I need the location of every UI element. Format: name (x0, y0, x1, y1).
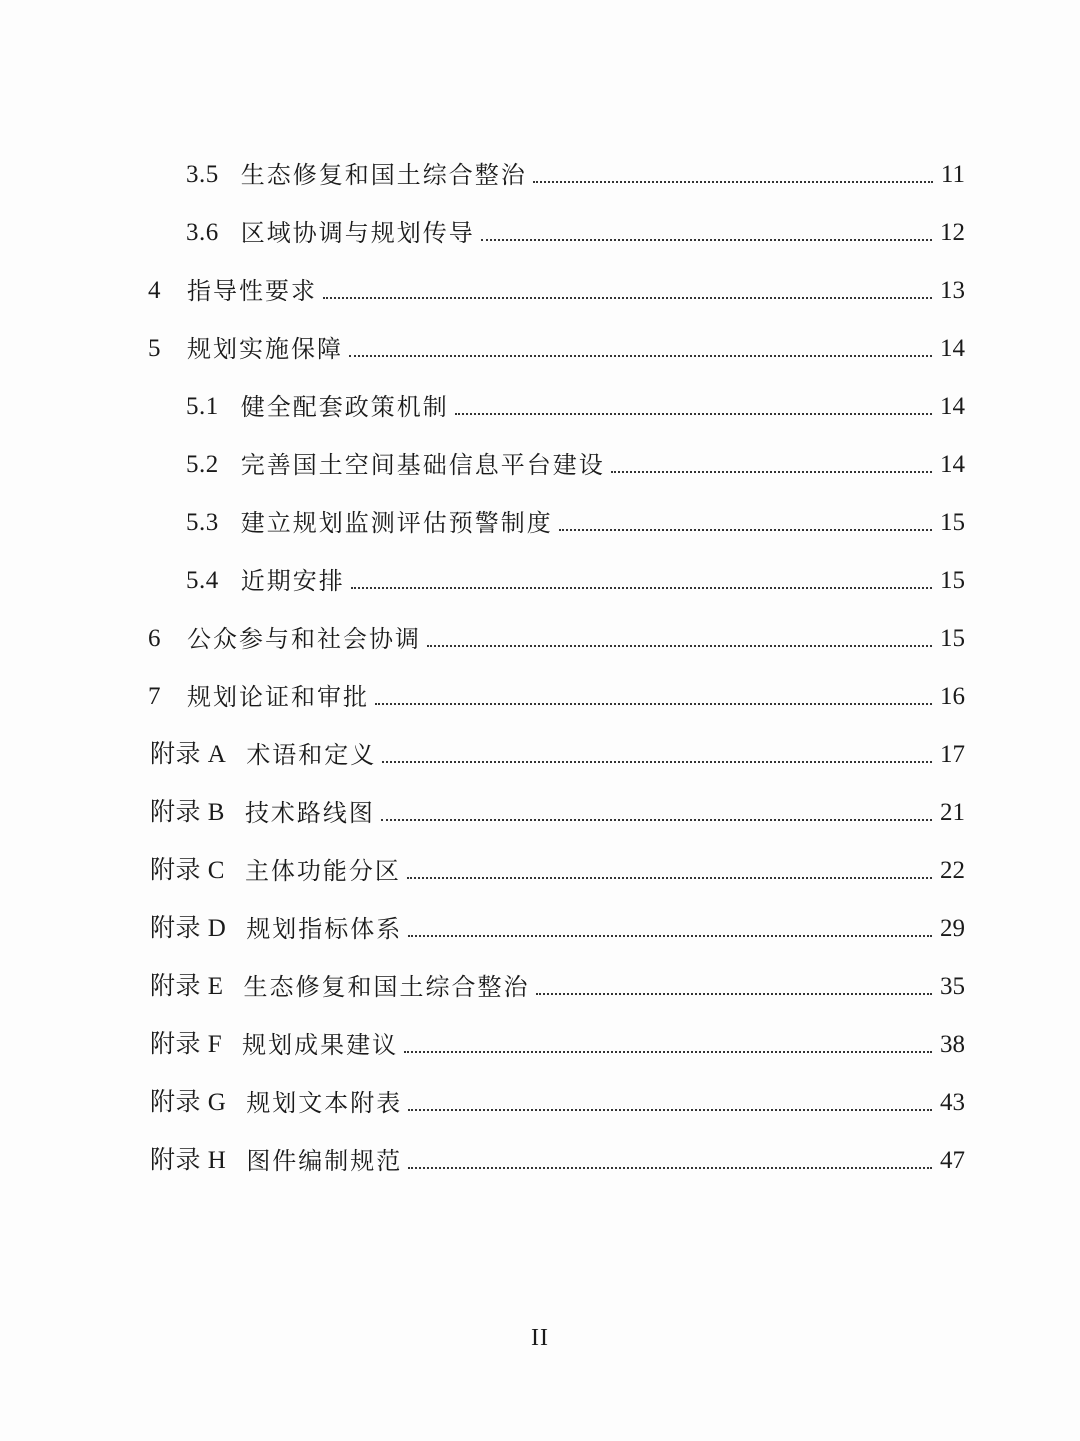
toc-entry-page: 11 (940, 161, 965, 188)
dot-leader (408, 1108, 932, 1111)
toc-entry-page: 21 (940, 799, 965, 826)
toc-entry[interactable] (150, 1083, 965, 1123)
toc-entry-page: 35 (940, 973, 965, 1000)
toc-entry-page: 43 (940, 1089, 965, 1116)
toc-entry-title: 技术路线图 (244, 799, 375, 827)
toc-entry[interactable] (150, 793, 965, 833)
dot-leader (611, 470, 932, 473)
toc-entry[interactable] (150, 1025, 965, 1065)
toc-entry[interactable] (150, 735, 965, 775)
page-number-footer: II (531, 1325, 549, 1351)
toc-entry-title: 规划文本附表 (246, 1089, 403, 1117)
toc-entry-title: 规划指标体系 (246, 915, 403, 943)
toc-entry-page: 16 (940, 683, 965, 710)
toc-entry-title: 图件编制规范 (246, 1147, 403, 1175)
toc-entry-title: 规划论证和审批 (187, 683, 369, 711)
dot-leader (481, 238, 932, 241)
toc-entry-title: 完善国土空间基础信息平台建设 (240, 451, 605, 479)
toc-entry-number: 5.4 (186, 567, 219, 594)
toc-entry-number: 5 (148, 335, 161, 362)
toc-entry[interactable] (148, 329, 965, 369)
dot-leader (351, 586, 932, 589)
toc-entry[interactable] (186, 387, 965, 427)
toc-entry-page: 12 (940, 219, 965, 246)
toc-entry-title: 健全配套政策机制 (240, 393, 449, 421)
toc-entry-page: 38 (940, 1031, 965, 1058)
toc-entry-page: 13 (940, 277, 965, 304)
toc-entry-number: 附录 G (150, 1089, 227, 1116)
toc-entry-page: 15 (940, 509, 965, 536)
toc-entry-page: 22 (940, 857, 965, 884)
dot-leader (408, 1166, 932, 1169)
toc-entry-page: 14 (940, 393, 965, 420)
dot-leader (404, 1050, 932, 1053)
toc-entry-title: 指导性要求 (187, 277, 317, 305)
toc-entry-number: 附录 H (150, 1147, 227, 1174)
toc-entry-number: 4 (148, 277, 161, 304)
toc-entry-number: 6 (148, 625, 161, 652)
toc-entry[interactable] (148, 619, 965, 659)
dot-leader (559, 528, 932, 531)
toc-entry-page: 15 (940, 567, 965, 594)
toc-entry-number: 3.6 (186, 219, 219, 246)
toc-entry-title: 生态修复和国土综合整治 (240, 161, 527, 189)
toc-entry-title: 公众参与和社会协调 (187, 625, 421, 653)
dot-leader (323, 296, 932, 299)
dot-leader (408, 934, 932, 937)
toc-entry-title: 规划成果建议 (242, 1031, 399, 1059)
toc-entry-title: 近期安排 (240, 567, 345, 595)
dot-leader (533, 180, 933, 183)
toc-entry-number: 5.2 (186, 451, 219, 478)
dot-leader (407, 876, 932, 879)
toc-entry[interactable] (148, 271, 965, 311)
toc-entry[interactable] (186, 155, 965, 195)
toc-entry-number: 5.1 (186, 393, 219, 420)
toc-entry-number: 附录 B (150, 799, 225, 826)
toc-entry[interactable] (148, 677, 965, 717)
toc-entry-title: 术语和定义 (246, 741, 377, 769)
toc-entry-number: 7 (148, 683, 161, 710)
toc-entry[interactable] (186, 503, 965, 543)
toc-entry-title: 生态修复和国土综合整治 (243, 973, 530, 1001)
toc-entry-number: 3.5 (186, 161, 219, 188)
toc-entry-page: 17 (940, 741, 965, 768)
toc-entry-title: 区域协调与规划传导 (240, 219, 475, 247)
toc-entry-page: 29 (940, 915, 965, 942)
toc-entry-page: 14 (940, 335, 965, 362)
toc-entry-number: 5.3 (186, 509, 219, 536)
toc-entry-title: 主体功能分区 (244, 857, 401, 885)
dot-leader (427, 644, 932, 647)
dot-leader (375, 702, 932, 705)
dot-leader (455, 412, 932, 415)
toc-entry-title: 建立规划监测评估预警制度 (240, 509, 553, 537)
dot-leader (382, 760, 932, 763)
toc-entry[interactable] (150, 851, 965, 891)
toc-entry-page: 15 (940, 625, 965, 652)
dot-leader (349, 354, 932, 357)
toc-entry-page: 47 (940, 1147, 965, 1174)
toc-entry[interactable] (186, 445, 965, 485)
toc-entry[interactable] (150, 1141, 965, 1181)
dot-leader (381, 818, 932, 821)
toc-entry-number: 附录 F (150, 1031, 223, 1058)
dot-leader (536, 992, 932, 995)
toc-entry[interactable] (150, 909, 965, 949)
toc-entry-title: 规划实施保障 (187, 335, 343, 363)
toc-entry-number: 附录 D (150, 915, 227, 942)
toc-entry-number: 附录 A (150, 741, 227, 768)
toc-entry-number: 附录 E (150, 973, 224, 1000)
toc-entry-page: 14 (940, 451, 965, 478)
toc-entry[interactable] (186, 213, 965, 253)
toc-entry-number: 附录 C (150, 857, 225, 884)
toc-entry[interactable] (150, 967, 965, 1007)
toc-entry[interactable] (186, 561, 965, 601)
